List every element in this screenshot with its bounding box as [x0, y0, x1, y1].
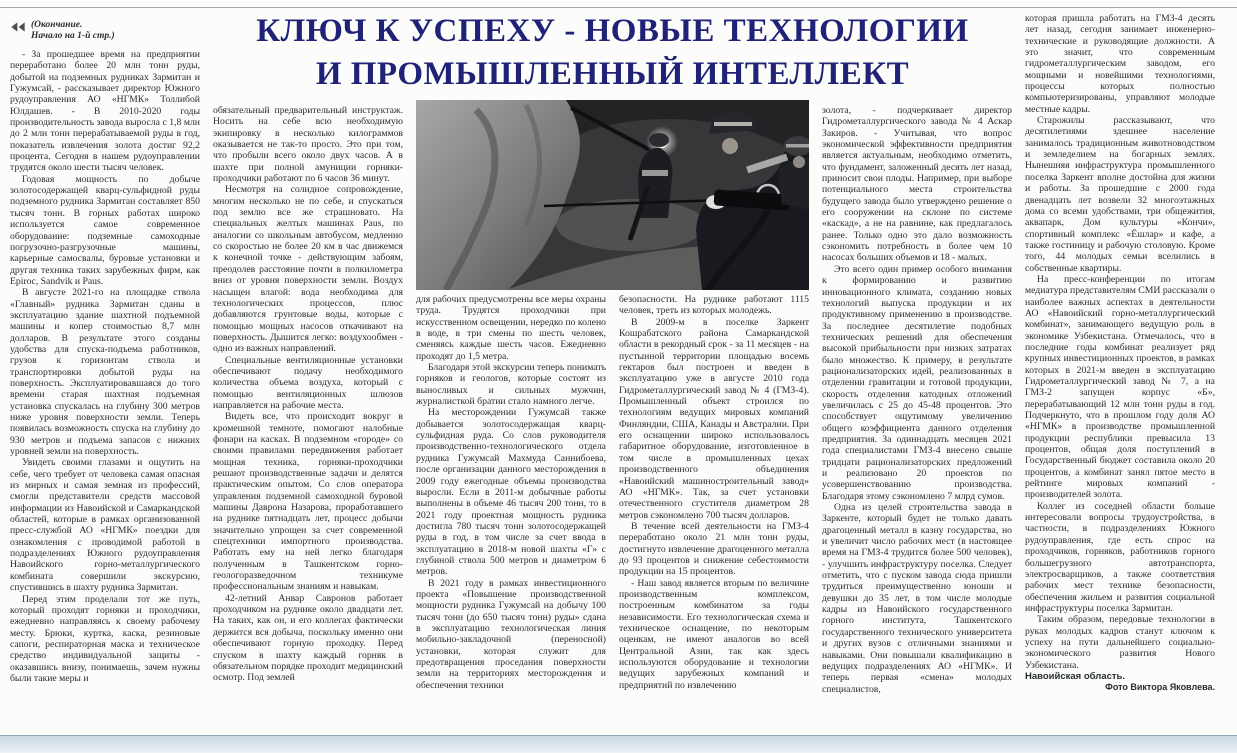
- paragraph: Одна из целей строительства завода в Заркенте, который будет не только давать драгоценный металл в казну государства, но и увеличит число рабочих мест (в настоящее время на ГМЗ-4 трудится более 500 человек), - улучшить инфраструктуру поселка. Следует отметить, что с пуском завода сюда пришли трудиться преимущественно юноши и девушки до 35 лет, в том числе молодые кадры из Навоийского государственного горного института, Ташкентского государственного технического университета и других вузов с отличными знаниями и навыками. Они повышали квалификацию в ведущих подразделениях АО «НГМК». И теперь первая «смена» молодых специалистов,: [822, 502, 1012, 695]
- foreground-miner-face: [722, 138, 738, 154]
- second-helmet-stripe: [786, 144, 809, 148]
- paragraph: Старожилы рассказывают, что десятилетиями здешнее население занималось традиционным животноводством и земледелием на богарных землях. Нынешняя инфраструктура промышленного поселка Заркент вполне достойна для жизни и работы. За прошедшие с 2000 года двенадцать лет возвели 32 многоэтажных дома со всеми удобствами, три общежития, аквапарк, Дом культуры «Кончи», спортивный комплекс «Ёшлар» и кафе, а также гостиницу и рабочую столовую. Кроме того, 44 молодых семьи вселились в собственные квартиры.: [1025, 115, 1215, 274]
- headline-line-1: КЛЮЧ К УСПЕХУ - НОВЫЕ ТЕХНОЛОГИИ: [256, 13, 969, 49]
- text-column-2: [213, 105, 403, 725]
- dust-mist: [556, 199, 706, 251]
- text-column-3: [416, 294, 606, 726]
- paragraph: В 2021 году в рамках инвестиционного проекта «Повышение производственной мощности рудника Гужумсай на добычу 100 тысяч тонн (до 650 тысяч тонн) руды» сдана в эксплуатацию технологическая линия мобильно-закладочной (переносной) установки, которая служит для предотвращения проседания поверхности земли на территориях месторождения и обеспечения техники: [416, 577, 606, 691]
- paragraph: На пресс-конференции по итогам медиатура представителям СМИ рассказали о наиболее важных аспектах в деятельности АО «Навоийский горно-металлургический комбинат», занимающего ведущую роль в экономике Узбекистана. Отмечалось, что в последние годы комбинат реализует ряд крупных инвестиционных проектов, в рамках которых в 2021-м введен в эксплуатацию Гидрометаллургический завод № 7, а на ГМЗ-2 запущен корпус «Б», перерабатывающий 12 млн тонн руды в год. Подчеркнуто, что в прошлом году доля АО «НГМК» в производстве промышленной продукции республики превысила 13 процентов, общая доля поступлений в Государственный бюджет составила около 20 процентов, а комбинат занял пятое место в рейтинге мировых компаний - производителей золота.: [1025, 273, 1215, 501]
- second-miner-face: [793, 156, 805, 168]
- paragraph: которая пришла работать на ГМЗ-4 десять лет назад, сегодня занимает инженерно-технические и руководящие должности. А это значит, что современным гидрометаллургическим заводом, его мощными и новейшими технологиями, процессы которых полностью компьютеризированы, управляют молодые местные кадры.: [1025, 13, 1215, 115]
- headline-line-2: И ПРОМЫШЛЕННЫЙ ИНТЕЛЛЕКТ: [315, 56, 910, 92]
- text-column-5: [822, 105, 1012, 725]
- continuation-note-line-2: Начало на 1-й стр.): [31, 31, 115, 41]
- text-column-1: [10, 20, 200, 725]
- mine-tunnel-photo: [416, 100, 809, 290]
- paragraph: обязательный предварительный инструктаж. Носить на себе всю необходимую экипировку в несколько килограммов оказывается не так-то просто. Это при том, что пробыли всего около двух часов. А в шахте при полной амуниции горняки-проходчики работают по 6 часов 36 минут.: [213, 105, 403, 185]
- bottom-band: [0, 735, 1237, 753]
- paragraph: В течение всей деятельности на ГМЗ-4 переработано около 21 млн тонн руды, достигнуто извлечение драгоценного металла до 93 процентов и снижение себестоимости продукции на 15 процентов.: [619, 520, 809, 578]
- paragraph: Специальные вентиляционные установки обеспечивают подачу необходимого количества объема воздуха, который с помощью вентиляционных шлюзов направляется на рабочие места.: [213, 354, 403, 411]
- paragraph: 42-летний Анвар Савронов работает проходчиком на руднике около двадцати лет. На таких, как он, и его коллегах фактически держится вся добыча, поскольку именно они обеспечивают горную проходку. Перед спуском в шахту каждый горняк в обязательном порядке проходит медицинский осмотр. Под землей: [213, 592, 403, 684]
- mine-photo-illustration: [416, 100, 809, 290]
- article-headline: [213, 10, 1012, 96]
- region-signature: Навоийская область.: [1025, 670, 1126, 682]
- paragraph: для рабочих предусмотрены все меры охраны труда. Трудятся проходчики при искусственном освещении, нередко по колено в воде, в три смены по шесть человек, сменяясь каждые шесть часов. Ежедневно проходят до 1,5 метра.: [416, 294, 606, 362]
- paragraph: В августе 2021-го на площадке ствола «Главный» рудника Зармитан сданы в эксплуатацию здание шахтной подъемной машины и копер стоимостью 8,7 млн долларов. В результате этого созданы удобства для спуска-подъема работников, грузов к горизонтам ствола и транспортировки добытой руды на поверхность. Эксплуатировавшаяся до того времени старая шахтная подъемная установка спускалась на глубину 300 метров ниже уровня поверхности земли. Теперь появилась возможность спуска на глубину до 930 метров и подъема запасов с нижних уровней земли на поверхность.: [10, 287, 200, 458]
- paragraph: Это всего один пример особого внимания к формированию и развитию инновационного климата, созданию новых технологий выпуска продукции и их продуктивному применению в производстве. За последнее десятилетие подобных технических решений для обеспечения высокой прибыльности при низких затратах было множество. К примеру, в результате рационализаторских идей, реализованных в отделении гравитации и готовой продукции, скорость отделения катодных отложений увеличилась с 25 до 45-48 процентов. Это способствует ощутимому увеличению общего коэффициента данного отделения предприятия. За одиннадцать месяцев 2021 года специалистами ГМЗ-4 внесено свыше тридцати рационализаторских предложений и реализовано 20 проектов по усовершенствованию производства. Благодаря этому сэкономлено 7 млрд сумов.: [822, 263, 1012, 502]
- paragraph: Годовая мощность по добыче золотосодержащей кварц-сульфидной руды подземного рудника Зармитан составляет 850 тысяч тонн. В горных работах широко используется самое современное оборудование: подземные самоходные погрузочно-разгрузочные машины, карьерные самосвалы, буровые установки и другая техника таких зарубежных фирм, как Epiroc, Sandvik и Paus.: [10, 173, 200, 287]
- paragraph: Увидеть своими глазами и ощутить на себе, чего требует от человека самая опасная из мирных и самая земная из профессий, смогли представители средств массовой информации из Навоийской и Самаркандской областей, которые в рамках организованной пресс-службой АО «НГМК» поездки для ознакомления с проводимой работой в подразделениях Южного рудоуправления Навоийского горно-металлургического комбината совершили экскурсию, спустившись в шахту рудника Зармитан.: [10, 457, 200, 594]
- paragraph: золота, - подчеркивает директор Гидрометаллургического завода № 4 Аскар Закиров. - Учитывая, что вопрос экономической эффективности предприятия является актуальным, необходимо отметить, что фундамент, заложенный десять лет назад, приносит свои плоды. Например, при выборе потенциального места строительства будущего завода было утверждено решение о его сооружении на склоне по системе «каскад», а не на равнине, как предлагалось ранее. Только одно это дало возможность сэкономить потребность в более чем 10 насосах больших объемов и 18 - малых.: [822, 105, 1012, 264]
- top-rule: [0, 7, 1237, 8]
- photo-credit: Фото Виктора Яковлева.: [1105, 682, 1215, 693]
- uniform-stripe: [642, 170, 668, 176]
- paragraph: Перед этим проделали тот же путь, который проходят горняки и проходчики, ежедневно направляясь к своему рабочему месту. Брюки, куртка, каска, резиновые сапоги, респираторная маска и техническое средство индивидуальной защиты - оказавшись внизу, понимаешь, зачем нужны были такие меры и: [10, 593, 200, 684]
- paragraph: Таким образом, передовые технологии в руках молодых кадров станут ключом к успеху на пути дальнейшего социально-экономического развития Нового Узбекистана.: [1025, 614, 1215, 671]
- paragraph: безопасности. На руднике работают 1115 человек, треть из которых молодежь.: [619, 294, 809, 317]
- continuation-note: [10, 20, 200, 42]
- paragraph: Благодаря этой экскурсии теперь понимать горняков и геологов, которые состоят из выносливых и сильных мужчин, журналисткой братии стало намного легче.: [416, 362, 606, 408]
- paragraph: - За прошедшее время на предприятии переработано более 20 млн тонн руды, добытой на подземных рудниках Зармитан и Гужумсай, - рассказывает директор Южного рудоуправления АО «НГМК» Толлибой Юлдашев. - В 2010-2020 годы производительность завода выросла с 1,8 млн до 2 млн тонн перерабатываемой руды в год, показатель извлечения золота достиг 92,2 процента. Сегодня в нашем рудоуправлении трудятся около шести тысяч человек.: [10, 49, 200, 174]
- text-column-4: [619, 294, 809, 726]
- paragraph: Коллег из соседней области больше интересовали вопросы трудоустройства, в частности, в подразделениях Южного рудоуправления, где есть спрос на проходчиков, горняков, работников горного большегрузного автотранспорта, электросварщиков, а также соответствия рабочих мест технике безопасности, обеспечения жильем и развития социальной инфраструктуры поселка Зармитан.: [1025, 500, 1215, 614]
- paragraph: - Наш завод является вторым по величине производственным комплексом, построенным комбинатом за годы независимости. Его технологическая схема и техническое оснащение, по некоторым оценкам, не имеют аналогов во всей Центральной Азии, так как здесь используются оборудование и технологии ведущих зарубежных компаний и предприятий по извлечению: [619, 577, 809, 691]
- paragraph: В 2009-м в поселке Заркент Кошрабатского района Самаркандской области в рекордный срок - за 11 месяцев - на пустынной территории площадью восемь гектаров был построен и введен в эксплуатацию уже в августе 2010 года Гидрометаллургический завод № 4 (ГМЗ-4). Промышленный объект строился по технологиям ведущих мировых компаний Финляндии, США, Канады и Австралии. При его оснащении широко использовалось габаритное оборудование, изготовленное в том числе в промышленных цехах производственного объединения «Навоийский машиностроительный завод» АО «НГМК». Так, за счет установки отечественного сгустителя диаметром 28 метров сэкономлено 700 тысяч долларов.: [619, 316, 809, 521]
- paragraph: Несмотря на солидное сопровождение, многим несколько не по себе, и спускаться под землю все же страшновато. На специальных желтых машинах Paus, по аналогии со школьным автобусом, медленно со скоростью не более 20 км в час движемся к конечной точке - действующим забоям, преодолев расстояние почти в полкилометра вниз от уровня поверхности земли. Воздух насыщен влагой: вода необходима для технологических процессов, плюс добавляются грунтовые воды, которые с помощью мощных насосов откачивают на поверхность. Дышится легко: воздухообмен - одно из важных направлений.: [213, 184, 403, 355]
- paragraph: Видеть все, что происходит вокруг в кромешной темноте, помогают налобные фонари на касках. В подземном «городе» со своими правилами передвижения работает мощная техника, горняки-проходчики решают производственные задачи и делятся практическим опытом. Со слов оператора управления подземной самоходной буровой машины Даврона Назарова, проработавшего на руднике пятнадцать лет, процесс добычи значительно упрощен за счет современной спецтехники импортного производства. Работать ему на ней легко благодаря полученным в Ташкентском горно-геологоразведочном техникуме профессиональным знаниям и навыкам.: [213, 411, 403, 593]
- text-column-6: [1025, 13, 1215, 728]
- background-miner-helmet: [649, 133, 669, 147]
- paragraph: На месторождении Гужумсай также добывается золотосодержащая кварц-сульфидная руда. Со слов руководителя производственно-технологического отдела рудника Гужумсай Махмуда Саннибоева, после организации данного месторождения в 2009 году ежегодные объемы производства выросли. Если в 2011-м добычные работы выполнены в объеме 46 тысяч 200 тонн, то в 2021 году проектная мощность рудника достигла 780 тысяч тонн золотосодержащей руды в год, в том числе за счет ввода в эксплуатацию в 2018-м новой шахты «Г» с глубиной ствола 500 метров и диаметром 6 метров.: [416, 407, 606, 578]
- helmet-stripe: [714, 122, 752, 126]
- continuation-note-text: [31, 20, 115, 42]
- continuation-note-line-1: (Окончание.: [31, 20, 83, 30]
- continued-from-arrow-icon: [10, 21, 26, 33]
